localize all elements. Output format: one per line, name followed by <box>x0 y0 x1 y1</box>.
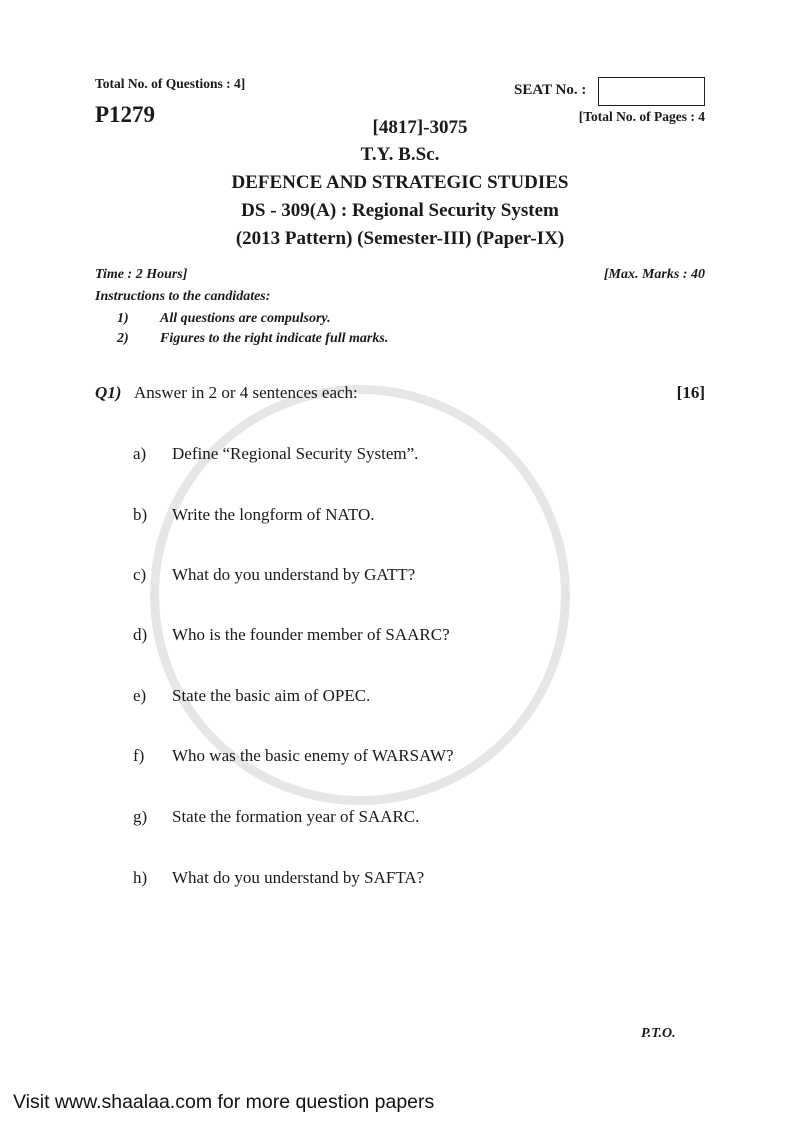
question-label: Q1) <box>95 383 122 402</box>
seat-number-box <box>598 77 705 106</box>
question-item: State the basic aim of OPEC. <box>172 686 371 705</box>
item-letter: f) <box>133 746 145 765</box>
item-letter: a) <box>133 444 147 463</box>
question-marks: [16] <box>676 383 705 402</box>
max-marks: [Max. Marks : 40 <box>603 267 705 282</box>
instruction-text: Figures to the right indicate full marks. <box>160 331 389 346</box>
instructions-heading: Instructions to the candidates: <box>95 289 271 304</box>
question-item: State the formation year of SAARC. <box>172 807 420 826</box>
time: Time : 2 Hours] <box>95 267 188 282</box>
paper-title: DS - 309(A) : Regional Security System <box>241 200 559 221</box>
item-letter: b) <box>133 505 148 524</box>
item-letter: e) <box>133 686 147 705</box>
pattern: (2013 Pattern) (Semester-III) (Paper-IX) <box>235 228 565 249</box>
item-letter: g) <box>133 807 148 826</box>
footer-link[interactable]: Visit www.shaalaa.com for more question papers <box>13 1091 435 1113</box>
question-item: What do you understand by SAFTA? <box>172 868 425 887</box>
pto: P.T.O. <box>641 1026 676 1041</box>
question-item: Who was the basic enemy of WARSAW? <box>172 746 454 765</box>
question-item: Who is the founder member of SAARC? <box>172 625 450 644</box>
total-questions: Total No. of Questions : 4] <box>95 76 246 91</box>
subject: DEFENCE AND STRATEGIC STUDIES <box>231 172 569 193</box>
total-pages: [Total No. of Pages : 4 <box>578 109 705 124</box>
question-item: Write the longform of NATO. <box>172 505 375 524</box>
item-letter: d) <box>133 625 148 644</box>
course: T.Y. B.Sc. <box>360 144 440 165</box>
instruction-number: 2) <box>117 331 129 346</box>
seat-label: SEAT No. : <box>514 82 587 98</box>
item-letter: h) <box>133 868 148 887</box>
item-letter: c) <box>133 565 147 584</box>
question-item: Define “Regional Security System”. <box>172 444 419 463</box>
paper-code: P1279 <box>95 102 156 127</box>
exam-code: [4817]-3075 <box>372 117 468 138</box>
instruction-number: 1) <box>117 311 129 326</box>
instruction-text: All questions are compulsory. <box>160 311 331 326</box>
question-item: What do you understand by GATT? <box>172 565 416 584</box>
question-prompt: Answer in 2 or 4 sentences each: <box>134 383 358 402</box>
